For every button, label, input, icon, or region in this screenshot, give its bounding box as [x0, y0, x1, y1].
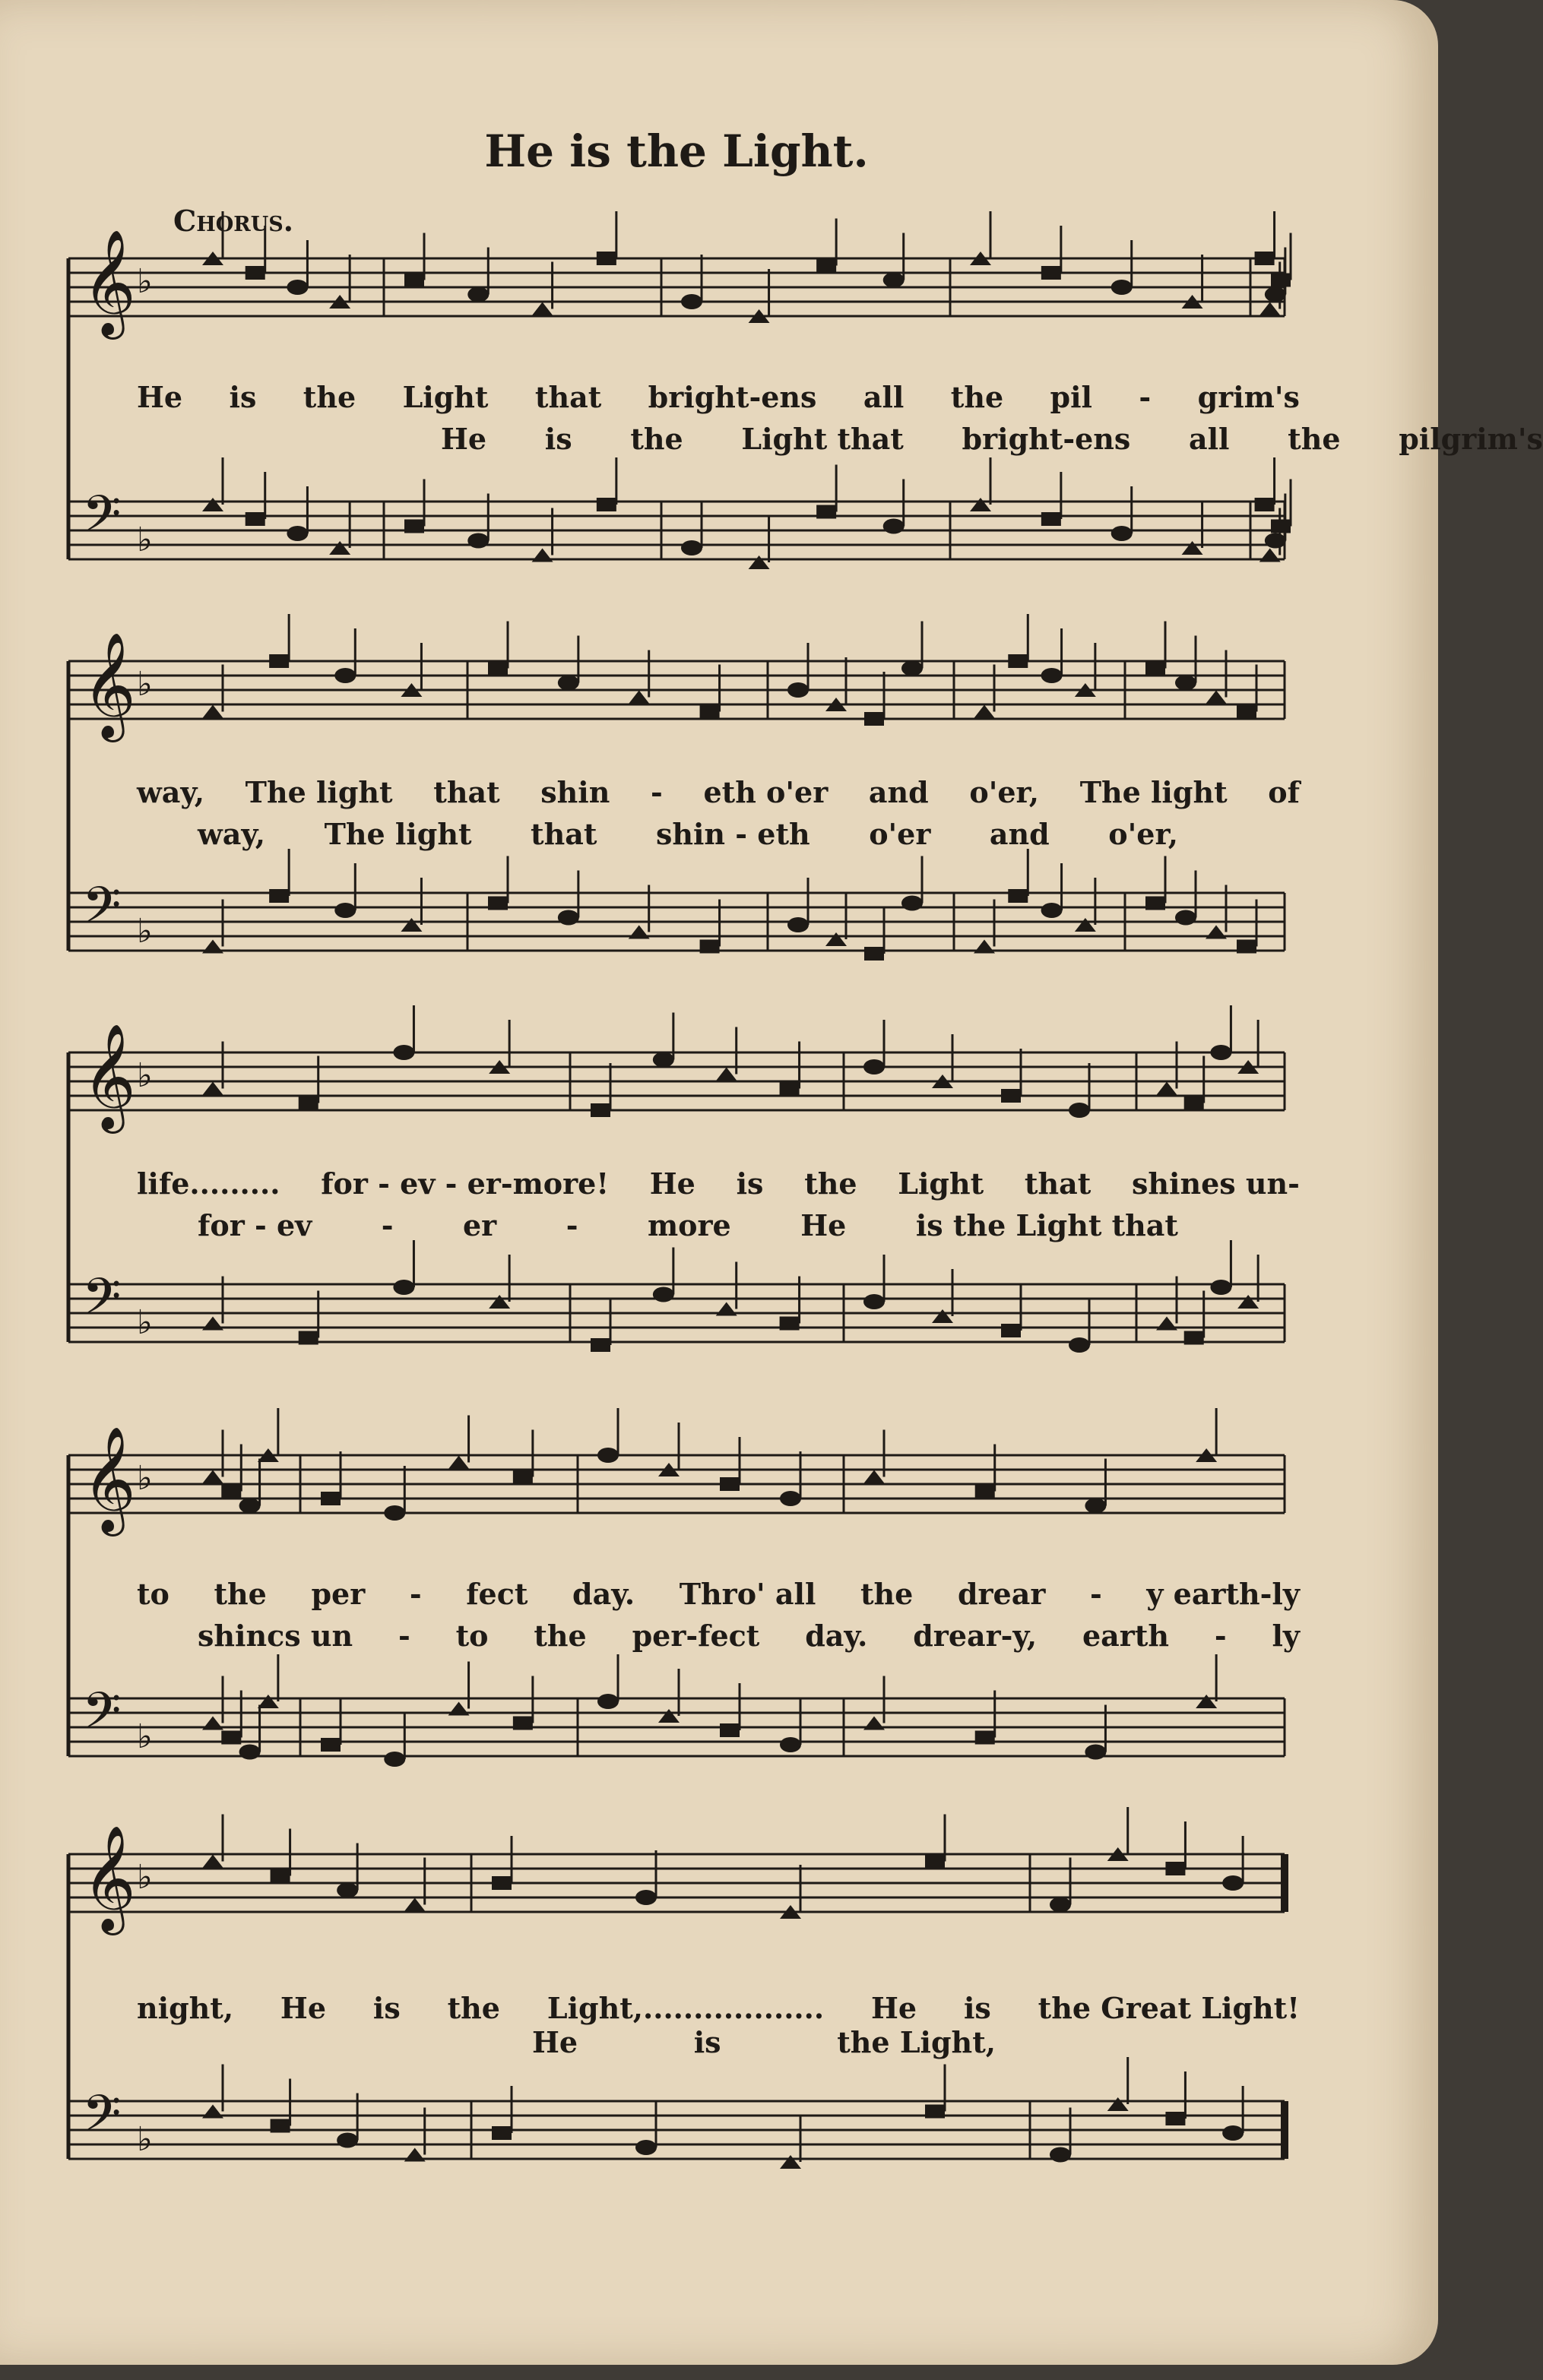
lyric-syllable: - [1089, 1577, 1102, 1611]
lyric-syllable: the [1288, 422, 1341, 456]
lyric-line-1 [137, 1991, 1300, 2025]
lyric-syllable: He [532, 2025, 578, 2059]
lyric-syllable: the [950, 380, 1004, 414]
flat-key-signature-icon: ♭ [137, 521, 153, 559]
lyric-syllable: - [398, 1619, 410, 1653]
flat-key-signature-icon: ♭ [137, 2120, 153, 2159]
lyric-syllable: grim's [1197, 380, 1300, 414]
lyric-syllable: all [863, 380, 905, 414]
note-head [1165, 2112, 1185, 2125]
lyric-syllable: Light [402, 380, 489, 414]
lyric-syllable: that [534, 380, 602, 414]
lyric-syllable: He [441, 422, 487, 456]
lyric-syllable: is [963, 1991, 991, 2025]
lyric-syllable: per-fect [632, 1619, 760, 1653]
note-head [780, 2155, 801, 2169]
lyric-syllable: shin - eth [655, 817, 810, 851]
lyric-syllable: that [1024, 1166, 1092, 1201]
treble-clef-icon: 𝄞 [82, 1825, 136, 1931]
lyric-syllable: He [800, 1208, 847, 1242]
lyric-syllable: - [1214, 1619, 1227, 1653]
lyric-syllable: shincs un [198, 1619, 353, 1653]
note-head [337, 1883, 358, 1898]
lyric-syllable: life......... [137, 1166, 280, 1201]
lyric-syllable: is [544, 422, 572, 456]
note-head [1107, 2097, 1129, 2111]
note-head [337, 2133, 358, 2148]
lyric-syllable: He [870, 1991, 917, 2025]
bass-clef-icon: 𝄢 [82, 1268, 122, 1338]
lyric-syllable: is [372, 1991, 401, 2025]
lyric-syllable: for - ev [198, 1208, 312, 1242]
lyric-syllable: the [534, 1619, 587, 1653]
lyric-syllable: o'er, [1108, 817, 1178, 851]
lyric-syllable: the Great Light! [1038, 1991, 1300, 2025]
flat-key-signature-icon: ♭ [137, 262, 153, 301]
lyric-syllable: - [566, 1208, 578, 1242]
bass-clef-icon: 𝄢 [82, 2084, 122, 2155]
lyric-syllable: to [455, 1619, 489, 1653]
lyric-syllable: shin [540, 775, 610, 809]
flat-key-signature-icon: ♭ [137, 1303, 153, 1342]
note-head [492, 1876, 512, 1890]
lyric-syllable: the Light, [837, 2025, 996, 2059]
lyric-syllable: - [1139, 380, 1152, 414]
lyric-syllable: fect [466, 1577, 528, 1611]
lyric-syllable: bright-ens [962, 422, 1131, 456]
lyric-syllable: to [137, 1577, 170, 1611]
lyric-syllable: Light [898, 1166, 984, 1201]
lyric-syllable: - [409, 1577, 422, 1611]
lyric-syllable: He [280, 1991, 327, 2025]
lyric-syllable: is [736, 1166, 764, 1201]
lyric-syllable: that [531, 817, 597, 851]
lyric-syllable: earth [1082, 1619, 1169, 1653]
lyric-syllable: more [647, 1208, 731, 1242]
treble-clef-icon: 𝄞 [82, 1426, 136, 1532]
note-head [1050, 1897, 1071, 1913]
lyric-syllable: shines un- [1132, 1166, 1300, 1201]
note-head [1050, 2147, 1071, 2163]
lyric-syllable: drear [957, 1577, 1046, 1611]
lyric-syllable: pil [1050, 380, 1092, 414]
note-head [1165, 1862, 1185, 1875]
lyric-syllable: The light [1079, 775, 1228, 809]
flat-key-signature-icon: ♭ [137, 912, 153, 951]
lyric-syllable: pilgrim's [1399, 422, 1543, 456]
lyric-syllable: all [1188, 422, 1230, 456]
flat-key-signature-icon: ♭ [137, 1717, 153, 1756]
lyric-syllable: for - ev - er-more! [321, 1166, 610, 1201]
lyric-syllable: is [693, 2025, 721, 2059]
lyric-syllable: is the Light that [915, 1208, 1178, 1242]
note-head [1222, 1875, 1244, 1891]
note-head [635, 2140, 657, 2155]
bass-staff [68, 2084, 1285, 2159]
chorus-label: Chorus. [173, 204, 293, 238]
note-head [271, 1869, 290, 1883]
note-head [635, 1890, 657, 1905]
treble-clef-icon: 𝄞 [82, 1024, 136, 1129]
lyric-syllable: day. [805, 1619, 868, 1653]
lyric-syllable: Light that [741, 422, 904, 456]
lyric-syllable: eth o'er [703, 775, 829, 809]
lyric-syllable: the [860, 1577, 914, 1611]
bass-clef-icon: 𝄢 [82, 1682, 122, 1752]
lyric-syllable: the [214, 1577, 267, 1611]
flat-key-signature-icon: ♭ [137, 665, 153, 704]
hymn-title: He is the Light. [484, 125, 869, 177]
note-head [202, 2105, 223, 2119]
lyric-syllable: ly [1272, 1619, 1300, 1653]
lyric-syllable: that [433, 775, 500, 809]
flat-key-signature-icon: ♭ [137, 1056, 153, 1095]
lyric-syllable: the [447, 1991, 500, 2025]
lyric-syllable: Light,.................. [547, 1991, 825, 2025]
treble-clef-icon: 𝄞 [82, 229, 136, 335]
lyric-syllable: drear-y, [913, 1619, 1038, 1653]
lyric-syllable: bright-ens [648, 380, 817, 414]
note-head [1222, 2125, 1244, 2141]
note-head [492, 2126, 512, 2140]
lyric-syllable: of [1268, 775, 1300, 809]
lyric-syllable: day. [572, 1577, 635, 1611]
note-head [404, 1898, 426, 1912]
lyric-syllable: Thro' all [679, 1577, 816, 1611]
lyric-syllable: - [651, 775, 663, 809]
treble-clef-icon: 𝄞 [82, 632, 136, 738]
note-head [404, 2148, 426, 2162]
lyric-syllable: and [868, 775, 929, 809]
bass-clef-icon: 𝄢 [82, 485, 122, 555]
lyric-syllable: the [303, 380, 356, 414]
lyric-syllable: the [630, 422, 683, 456]
lyric-syllable: y earth-ly [1146, 1577, 1300, 1611]
lyric-syllable: o'er, [969, 775, 1040, 809]
note-head [925, 2105, 945, 2119]
flat-key-signature-icon: ♭ [137, 1459, 153, 1498]
bass-clef-icon: 𝄢 [82, 876, 122, 947]
lyric-syllable: - [381, 1208, 394, 1242]
lyric-syllable: night, [137, 1991, 234, 2025]
lyric-syllable: er [462, 1208, 497, 1242]
lyric-syllable: and [989, 817, 1050, 851]
lyric-syllable: The light [324, 817, 472, 851]
note-head [271, 2119, 290, 2133]
lyric-syllable: He [649, 1166, 695, 1201]
lyric-syllable: way, [198, 817, 266, 851]
lyric-syllable: is [229, 380, 257, 414]
treble-staff [68, 1825, 1285, 1935]
flat-key-signature-icon: ♭ [137, 1858, 153, 1897]
lyric-line-2 [532, 2025, 996, 2059]
lyric-syllable: The light [245, 775, 393, 809]
lyric-syllable: per [311, 1577, 366, 1611]
lyric-syllable: way, [137, 775, 205, 809]
note-head [202, 1855, 223, 1869]
lyric-syllable: o'er [869, 817, 931, 851]
lyric-syllable: the [804, 1166, 857, 1201]
note-head [925, 1855, 945, 1869]
lyric-syllable: He [137, 380, 183, 414]
